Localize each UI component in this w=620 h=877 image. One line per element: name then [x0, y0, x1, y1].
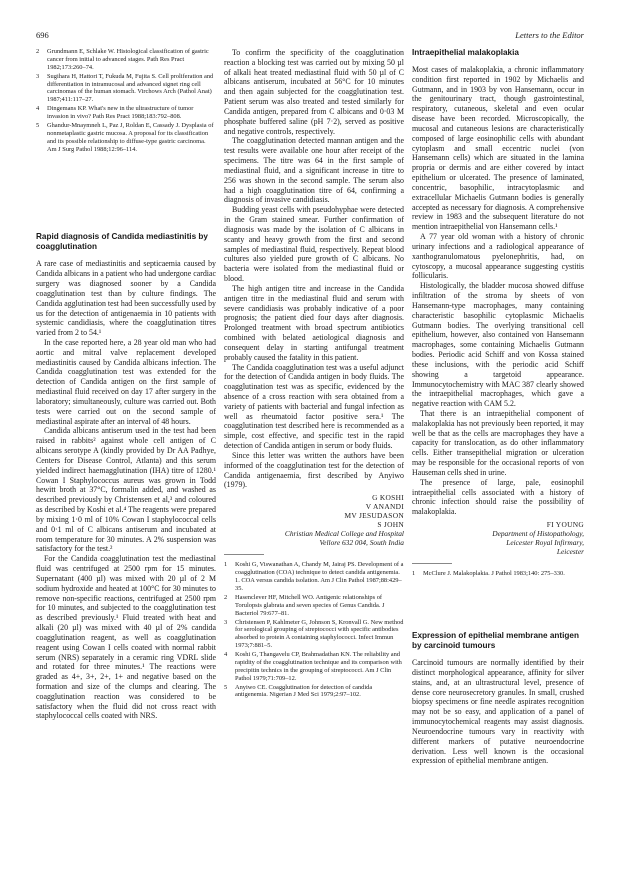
reference-item: 4 Koshi G, Thangavelu CP, Brahmadathan KN. The reliability and rapidity of the coagglutination technique and its comparison with precipitin technics in the grouping of streptococci. Am J Clin Pathol 1979;71:709–12.: [224, 651, 402, 682]
paragraph: That there is an intraepithelial component of malakoplakia has not previously been reported, it may well be that as the cells are macrophages they have a capacity for translocation, as do other inflammatory cells. Either transepithelial migration or ulceration may be responsible for the occasional reports of von Hauseman cells shed in urine.: [412, 408, 584, 477]
reference-item: 4 Dingemans KP. What's new in the ultrastructure of tumor invasion in vivo? Path Res Pract 1988;183:792–808.: [36, 105, 194, 120]
paragraph: For the Candida coagglutination test the mediastinal fluid was centrifuged at 2500 rpm for 15 minutes. Supernatant (400 µl) was mixed with 20 µl of 2 M sodium hydroxide and heated at 100°C for 30 minutes to remove non-specific reactions, centrifuged at 2500 rpm for 10 minutes, and subjected to the coagglutination test as described previously.¹ Fluid treated with heat and alkali (20 µl) was mixed with 40 µl of 2% candida coagglutination reagent, as well as coagglutination reagent using Cowan I cells coated with normal rabbit serum (NRS) separately in a ceramic ring VDRL slide and rotated for three minutes.¹ The reactions were graded as 4+, 3+, 2+, 1+ and negative based on the formation and size of the clumps and clearing. The coagglutination reaction was considered to be satisfactory when the fluid did not cross react with staphylococcal cells coated with NRS.: [36, 554, 216, 721]
paragraph: Budding yeast cells with pseudohyphae were detected in the Gram stained smear. Further confirmation of diagnosis was made by the isolation of C albicans in scanty and heavy growth from the first and second samples of mediastinal fluid, respectively. Repeat blood cultures also yielded pure growth of C albicans. No bacteria were isolated from the mediastinal fluid or blood.: [224, 205, 404, 284]
reference-item: 5 Anyiwo CE. Coagglutination for detection of candida antigenemia. Nigerian J Med Sci 1979;2:97–102.: [224, 683, 373, 699]
author-address: Vellore 632 004, South India: [319, 538, 404, 548]
author-signature-candida: [224, 493, 404, 547]
author-city: Leicester: [556, 547, 584, 557]
author-department: Department of Histopathology,: [492, 529, 584, 539]
reference-item: 2 Hasenclever HF, Mitchell WO. Antigenic relationships of Torulopsis glabrata and seven species of Genus Candida. J Bacteriol 79:677–81.: [224, 593, 385, 617]
reference-item: 3 Sugihara H, Hattori T, Fukuda M, Fujita S. Cell proliferation and differentiation in intramucosal and advanced signet ring cell carcinomas of the human stomach. Virchows Arch (Pathol Anat) 1987;411:117–27.: [36, 72, 214, 104]
article-body-candida-part2: [224, 48, 404, 490]
reference-item: 1 McClure J. Malakoplakia. J Pathol 1983;140: 275–330.: [412, 570, 565, 578]
reference-item: 2 Grundmann E, Schlake W. Histological classification of gastric cancer from initial to advanced stages. Path Res Pract 1982;173:260–74.: [36, 48, 209, 71]
author-name: FI YOUNG: [546, 520, 584, 530]
author-name: V ANANDI: [365, 502, 404, 512]
column-right: [412, 48, 584, 766]
paragraph: The high antigen titre and increase in the Candida antigen titre in the mediastinal fluid and serum with severe candidiasis was probably indicative of a poor prognosis; the patient died four days after diagnosis. Prolonged treatment with broad spectrum antibiotics combined with belated aetiological diagnosis and consequent delay in starting antifungal treatment probably caused the fatality in this patient.: [224, 283, 404, 362]
article-heading-candida: Rapid diagnosis of Candida mediastinitis by coagglutination: [36, 232, 208, 252]
paragraph: The coagglutination detected mannan antigen and the test results were available one hour after receipt of the specimens. The titre was 64 in the first sample of mediastinal fluid, and a significant increase in titre to 256 was shown in the second sample. The serum also had a high coagglutination titre of 64, confirming a diagnosis of invasive candidiasis.: [224, 136, 404, 205]
paragraph: Since this letter was written the authors have been informed of the coagglutination test for the detection of Candida antigenaemia, first described by Anyiwo (1979).: [224, 450, 404, 490]
page-number: 696: [36, 30, 49, 40]
paragraph: Carcinoid tumours are normally identified by their distinct morphological appearance, affinity for silver stains, and, at an ultrastructural level, presence of dense core neurosecretory granules. In small, crushed biopsy specimens or fine needle aspirates recognition may not be so easy, and application of a panel of immunocytochemical reagents may assist diagnosis. Neuroendocrine tumours vary in reactivity with different markers of putative neuroendocrine derivation. Less well known is the occasional expression of epithelial membrane antigen.: [412, 658, 584, 766]
paragraph: To confirm the specificity of the coagglutination reaction a blocking test was carried out by mixing 50 µl of alkali heat treated mediastinal fluid with 50 µl of C albicans antiserum, incubated at 56°C for 10 minutes and then again subjected for the coagglutination test. Patient serum was also treated and tested similarly for Candida antigen, prepared from C albicans and 0·03 M phosphate buffered saline (pH 7·2), served as positive and negative controls, respectively.: [224, 48, 404, 136]
author-institution: Leicester Royal Infirmary,: [506, 538, 584, 548]
reference-item: 3 Christensen P, Kahlmeter G, Johnson S, Kronvall G. New method for serological grouping of streptococci with specific antibodies absorbed to protein A containing staphylococci. Infect Immun 1973;7:881–5.: [224, 618, 404, 650]
divider: [412, 563, 452, 564]
column-middle: [224, 48, 404, 700]
paragraph: The Candida coagglutination test was a useful adjunct for the detection of Candida antigen in body fluids. The coagglutination test was as specific, evidenced by the absence of a cross reaction with sera obtained from a variety of patients with bacterial and fungal infection as well as rheumatoid factor positive sera.¹ The coagglutination test described here is recommended as a simple, cost effective, and specific test in the rapid detection of Candida antigen in serum or body fluids.: [224, 362, 404, 451]
article-body-carcinoid: [412, 658, 584, 766]
divider: [224, 554, 264, 555]
running-head: Letters to the Editor: [515, 30, 584, 40]
paragraph: A rare case of mediastinitis and septicaemia caused by Candida albicans in a patient who had undergone cardiac surgery was diagnosed sooner by a Candida coagglutination test than by culture findings. The Candida agglutination test had been successfully used by us for the detection of antigenaemia in 10 patients with systemic candidiasis, where the coagglutination titres varied from 2 to 54.¹: [36, 259, 216, 338]
article-body-malakoplakia: [412, 65, 584, 517]
reference-list-malakoplakia: [412, 570, 584, 578]
paragraph: The presence of large, pale, eosinophil intraepithelial cells associated with a history of chronic infection should raise the possibility of malakoplakia.: [412, 477, 584, 517]
author-name: G KOSHI: [372, 493, 404, 503]
reference-item: 1 Koshi G, Viswanathan A, Chandy M, Jairaj PS. Development of a coagglutination (COA) technique to detect candida antigenemia. 1. COA versus candida isolation. Am J Clin Pathol 1987;88:429–35.: [224, 561, 404, 593]
author-signature-malakoplakia: [412, 520, 584, 556]
paragraph: Histologically, the bladder mucosa showed diffuse infiltration of the stroma by sheets of von Hansemann-type macrophages, many containing characteristic basophilic cytoplasmic Michaelis Gutmann bodies. The overlying transitional cell epithelium, however, also contained von Hansemann macrophages, some containing Michaelis Gutmann bodies. Periodic acid Schiff and von Kossa stained these inclusions, with the periodic acid Schiff showing a targetoid appearance. Immunocytochemistry with MAC 387 clearly showed the intraepithelial macrophages, which gave a negative reaction with CAM 5.2.: [412, 281, 584, 409]
column-left: [36, 48, 216, 721]
author-name: S JOHN: [377, 520, 404, 530]
article-body-candida-part1: [36, 259, 216, 721]
reference-list-previous: [36, 48, 216, 153]
reference-list-candida: [224, 561, 404, 699]
article-heading-malakoplakia: Intraepithelial malakoplakia: [412, 48, 519, 57]
paragraph: A 77 year old woman with a history of chronic urinary infections and a radiological appearance of xanthogranulomatous pyelonephritis, had, on cytoscopy, a mucosal appearance suggesting cystitis follicularis.: [412, 232, 584, 281]
article-heading-carcinoid: Expression of epithelial membrane antigen by carcinoid tumours: [412, 631, 579, 651]
author-institution: Christian Medical College and Hospital: [284, 529, 404, 539]
paragraph: Most cases of malakoplakia, a chronic inflammatory condition first reported in 1902 by Michaelis and Gutmann, and in 1903 by von Hansemann, occur in the genitourinary tract, though gastrointestinal, respiratory, cutaneous, skeletal and even ocular disease have been recorded. Microscopically, the mucosal and cutaneous lesions are characteristically composed of large eosinophilic cells with abundant cytoplasm and small eccentric nuclei (von Hansemann cells) which are situated in the lamina propria or dermis and are either covered by intact epithelium or ulcerated. The presence of laminated, concentric, basophilic, intracytoplasmic and extracellular Michaelis Gutmann bodies is generally accepted as necessary for diagnosis. A comprehensive review in 1983 and the subsequent literature do not mention intraepithelial von Hansemann cells.¹: [412, 65, 584, 232]
paragraph: In the case reported here, a 28 year old man who had aortic and mitral valve replacement developed mediastinitis caused by Candida albicans infection. The Candida coagglutination test was extended for the detection of Candida antigen on the first sample of mediastinal fluid received on day 17 after surgery in the laboratory; simultaneously, culture was carried out. Both tests were carried out on the second sample of mediastinal aspirate after an interval of 48 hours.: [36, 338, 216, 426]
paragraph: Candida albicans antiserum used in the test had been raised in rabbits² against whole cell antigen of C albicans serotype A (kindly provided by Dr AA Padhye, Centers for Disease Control, Atlanta) and this serum yielded indirect haemagglutination (IHA) titre of 1280.¹ Cowan I Staphylococcus aureus was grown in Todd hewitt broth at 37°C, formalin added, and washed as described previously by Christensen et al,³ and coloured as described by Koshi et al.⁴ The reagents were prepared by mixing 1·0 ml of 10% Cowan I staphylococcal cells and 0·1 ml of C albicans antiserum and incubated at room temperature for 30 minutes. A 2% suspension was satisfactory for the test.²: [36, 426, 216, 554]
reference-item: 5 Ghandur-Mnaymneh L, Paz J, Roldan E, Cassady J. Dysplasia of nonmetaplastic gastric mucosa. A proposal for its classification and its possible relationship to diffuse-type gastric carcinoma. Am J Surg Pathol 1988;12:96–114.: [36, 121, 214, 153]
author-name: MV JESUDASON: [344, 511, 404, 521]
